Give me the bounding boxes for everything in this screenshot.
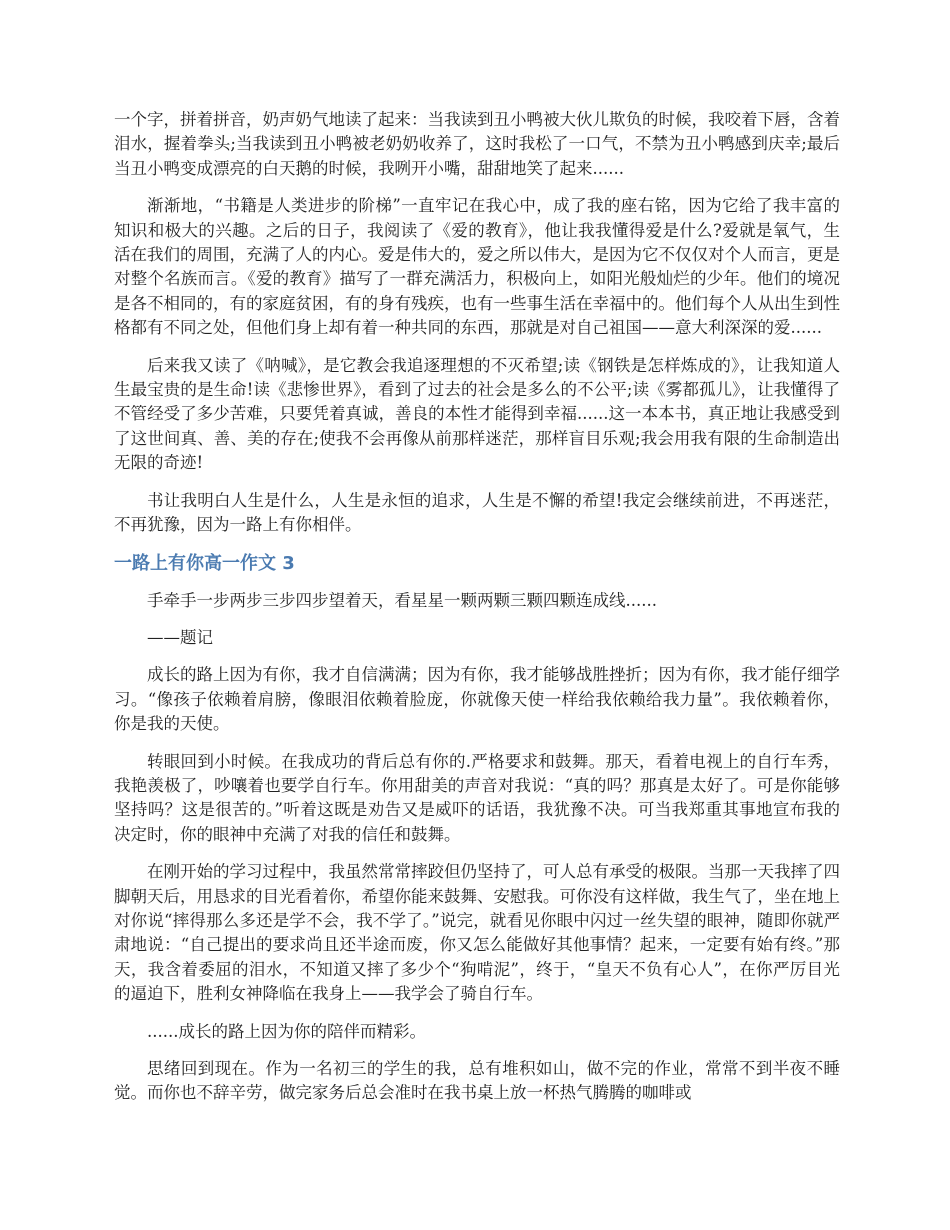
paragraph-epigraph-attribution: ——题记	[147, 627, 213, 647]
paragraph-companionship: ......成长的路上因为你的陪伴而精彩。	[147, 1021, 426, 1041]
paragraph-reading-list: 后来我又读了《呐喊》，是它教会我追逐理想的不灭希望;读《钢铁是怎样炼成的》，让我知道人生最宝贵的是生命!读《悲惨世界》，看到了过去的社会是多么的不公平;读《雾都孤儿》，让我懂得了不管经受了多少苦难，只要凭着真诚，善良的本性才能得到幸福......这一本本书，真正地让我感受到了这世间真、善、美的存在;使我不会再像从前那样迷茫，那样盲目乐观;我会用我有限的生命制造出无限的奇迹!	[114, 355, 840, 473]
paragraph-life-meaning: 书让我明白人生是什么，人生是永恒的追求，人生是不懈的希望!我定会继续前进，不再迷茫，不再犹豫，因为一路上有你相伴。	[114, 490, 840, 535]
paragraph-growth-road: 成长的路上因为有你，我才自信满满；因为有你，我才能够战胜挫折；因为有你，我才能仔细学习。“像孩子依赖着肩膀，像眼泪依赖着脸庞，你就像天使一样给我依赖给我力量”。我依赖着你，你是我的天使。	[114, 665, 840, 734]
paragraph-learning-bike: 在刚开始的学习过程中，我虽然常常摔跤但仍坚持了，可人总有承受的极限。当那一天我摔了四脚朝天后，用恳求的目光看着你，希望你能来鼓舞、安慰我。可你没有这样做，我生气了，坐在地上对你说“摔得那么多还是学不会，我不学了。”说完，就看见你眼中闪过一丝失望的眼神，随即你就严肃地说：“自己提出的要求尚且还半途而废，你又怎么能做好其他事情？起来，一定要有始有终。”那天，我含着委屈的泪水，不知道又摔了多少个“狗啃泥”，终于，“皇天不负有心人”，在你严厉目光的逼迫下，胜利女神降临在我身上——我学会了骑自行车。	[114, 862, 840, 1004]
paragraph-epigraph: 手牵手一步两步三步四步望着天，看星星一颗两颗三颗四颗连成线......	[147, 590, 657, 610]
section-heading: 一路上有你高一作文 3	[114, 552, 295, 574]
paragraph-present-day: 思绪回到现在。作为一名初三的学生的我，总有堆积如山，做不完的作业，常常不到半夜不睡觉。而你也不辞辛劳，做完家务后总会准时在我书桌上放一杯热气腾腾的咖啡或	[114, 1059, 840, 1103]
paragraph-childhood: 转眼回到小时候。在我成功的背后总有你的.严格要求和鼓舞。那天，看着电视上的自行车秀，我艳羡极了，吵嚷着也要学自行车。你用甜美的声音对我说：“真的吗？那真是太好了。可是你能够坚持吗？这是很苦的。”听着这既是劝告又是威吓的话语，我犹豫不决。可当我郑重其事地宣布我的决定时，你的眼神中充满了对我的信任和鼓舞。	[114, 751, 840, 844]
document-page	[114, 108, 840, 1119]
paragraph-books-ladder: 渐渐地，“书籍是人类进步的阶梯”一直牢记在我心中，成了我的座右铭，因为它给了我丰富的知识和极大的兴趣。之后的日子，我阅读了《爱的教育》，他让我我懂得爱是什么?爱就是氧气，生活在我们的周围，充满了人的内心。爱是伟大的，爱之所以伟大，是因为它不仅仅对个人而言，更是对整个名族而言。《爱的教育》描写了一群充满活力，积极向上，如阳光般灿烂的少年。他们的境况是各不相同的，有的家庭贫困，有的身有残疾，也有一些事生活在幸福中的。他们每个人从出生到性格都有不同之处，但他们身上却有着一种共同的东西，那就是对自己祖国——意大利深深的爱......	[114, 196, 840, 338]
paragraph-continuation: 一个字，拼着拼音，奶声奶气地读了起来：当我读到丑小鸭被大伙儿欺负的时候，我咬着下唇，含着泪水，握着拳头;当我读到丑小鸭被老奶奶收养了，这时我松了一口气，不禁为丑小鸭感到庆幸;最后当丑小鸭变成漂亮的白天鹅的时候，我咧开小嘴，甜甜地笑了起来......	[114, 110, 840, 178]
